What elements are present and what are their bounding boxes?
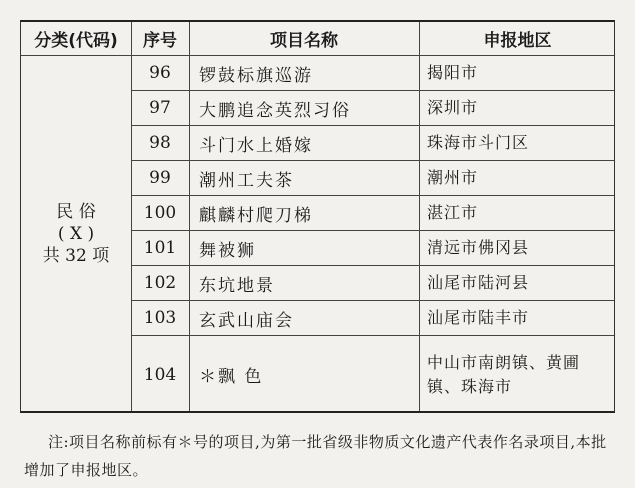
table-row	[131, 266, 614, 301]
row-name: 东坑地景	[199, 275, 275, 296]
row-no: 102	[143, 273, 177, 293]
row-area: 深圳市	[427, 98, 479, 117]
row-area: 清远市佛冈县	[427, 238, 530, 257]
row-area: 湛江市	[427, 203, 479, 222]
header-no: 序号	[143, 31, 177, 51]
row-name: 锣鼓标旗巡游	[199, 65, 313, 86]
row-area: 汕尾市陆丰市	[427, 308, 530, 327]
row-no: 99	[149, 168, 171, 188]
row-no: 101	[143, 238, 177, 258]
table-row	[131, 231, 614, 266]
row-no: 98	[149, 133, 171, 153]
table-row	[131, 126, 614, 161]
row-no: 104	[143, 364, 177, 385]
table-row	[131, 56, 614, 91]
row-name: 麒麟村爬刀梯	[199, 205, 313, 226]
row-name: 舞被狮	[199, 240, 256, 261]
table-row	[131, 91, 614, 126]
row-no: 97	[149, 98, 171, 118]
row-area: 潮州市	[427, 168, 479, 187]
table-header	[21, 22, 614, 56]
column-divider	[419, 22, 420, 411]
row-name: 潮州工夫茶	[199, 170, 294, 191]
row-no: 96	[149, 63, 171, 83]
table-row	[131, 301, 614, 336]
row-no: 100	[143, 203, 177, 223]
row-name: 玄武山庙会	[199, 310, 294, 331]
row-area: 珠海市斗门区	[427, 133, 530, 152]
heritage-table	[20, 20, 615, 413]
row-area: 汕尾市陆河县	[427, 273, 530, 292]
row-name: ＊飘 色	[199, 367, 264, 387]
category-count: 共 32 项	[42, 245, 110, 266]
table-row	[131, 161, 614, 196]
category-cell	[21, 56, 131, 411]
row-name: 斗门水上婚嫁	[199, 135, 313, 156]
category-name: 民 俗	[56, 201, 96, 222]
header-category: 分类(代码)	[34, 31, 118, 51]
header-name: 项目名称	[270, 31, 338, 51]
table-row	[131, 196, 614, 231]
category-code: ( X )	[57, 223, 95, 244]
column-divider	[131, 22, 132, 411]
footnote: 注:项目名称前标有＊号的项目,为第一批省级非物质文化遗产代表作名录项目,本批增加了申报地区。	[24, 433, 607, 479]
header-divider	[21, 55, 614, 56]
row-no: 103	[143, 308, 177, 328]
header-area: 申报地区	[483, 31, 552, 51]
row-area: 中山市南朗镇、黄圃镇、珠海市	[427, 352, 581, 396]
row-area: 揭阳市	[427, 63, 479, 82]
table-row	[131, 336, 614, 413]
row-name: 大鹏追念英烈习俗	[199, 100, 351, 121]
column-divider	[189, 22, 190, 411]
